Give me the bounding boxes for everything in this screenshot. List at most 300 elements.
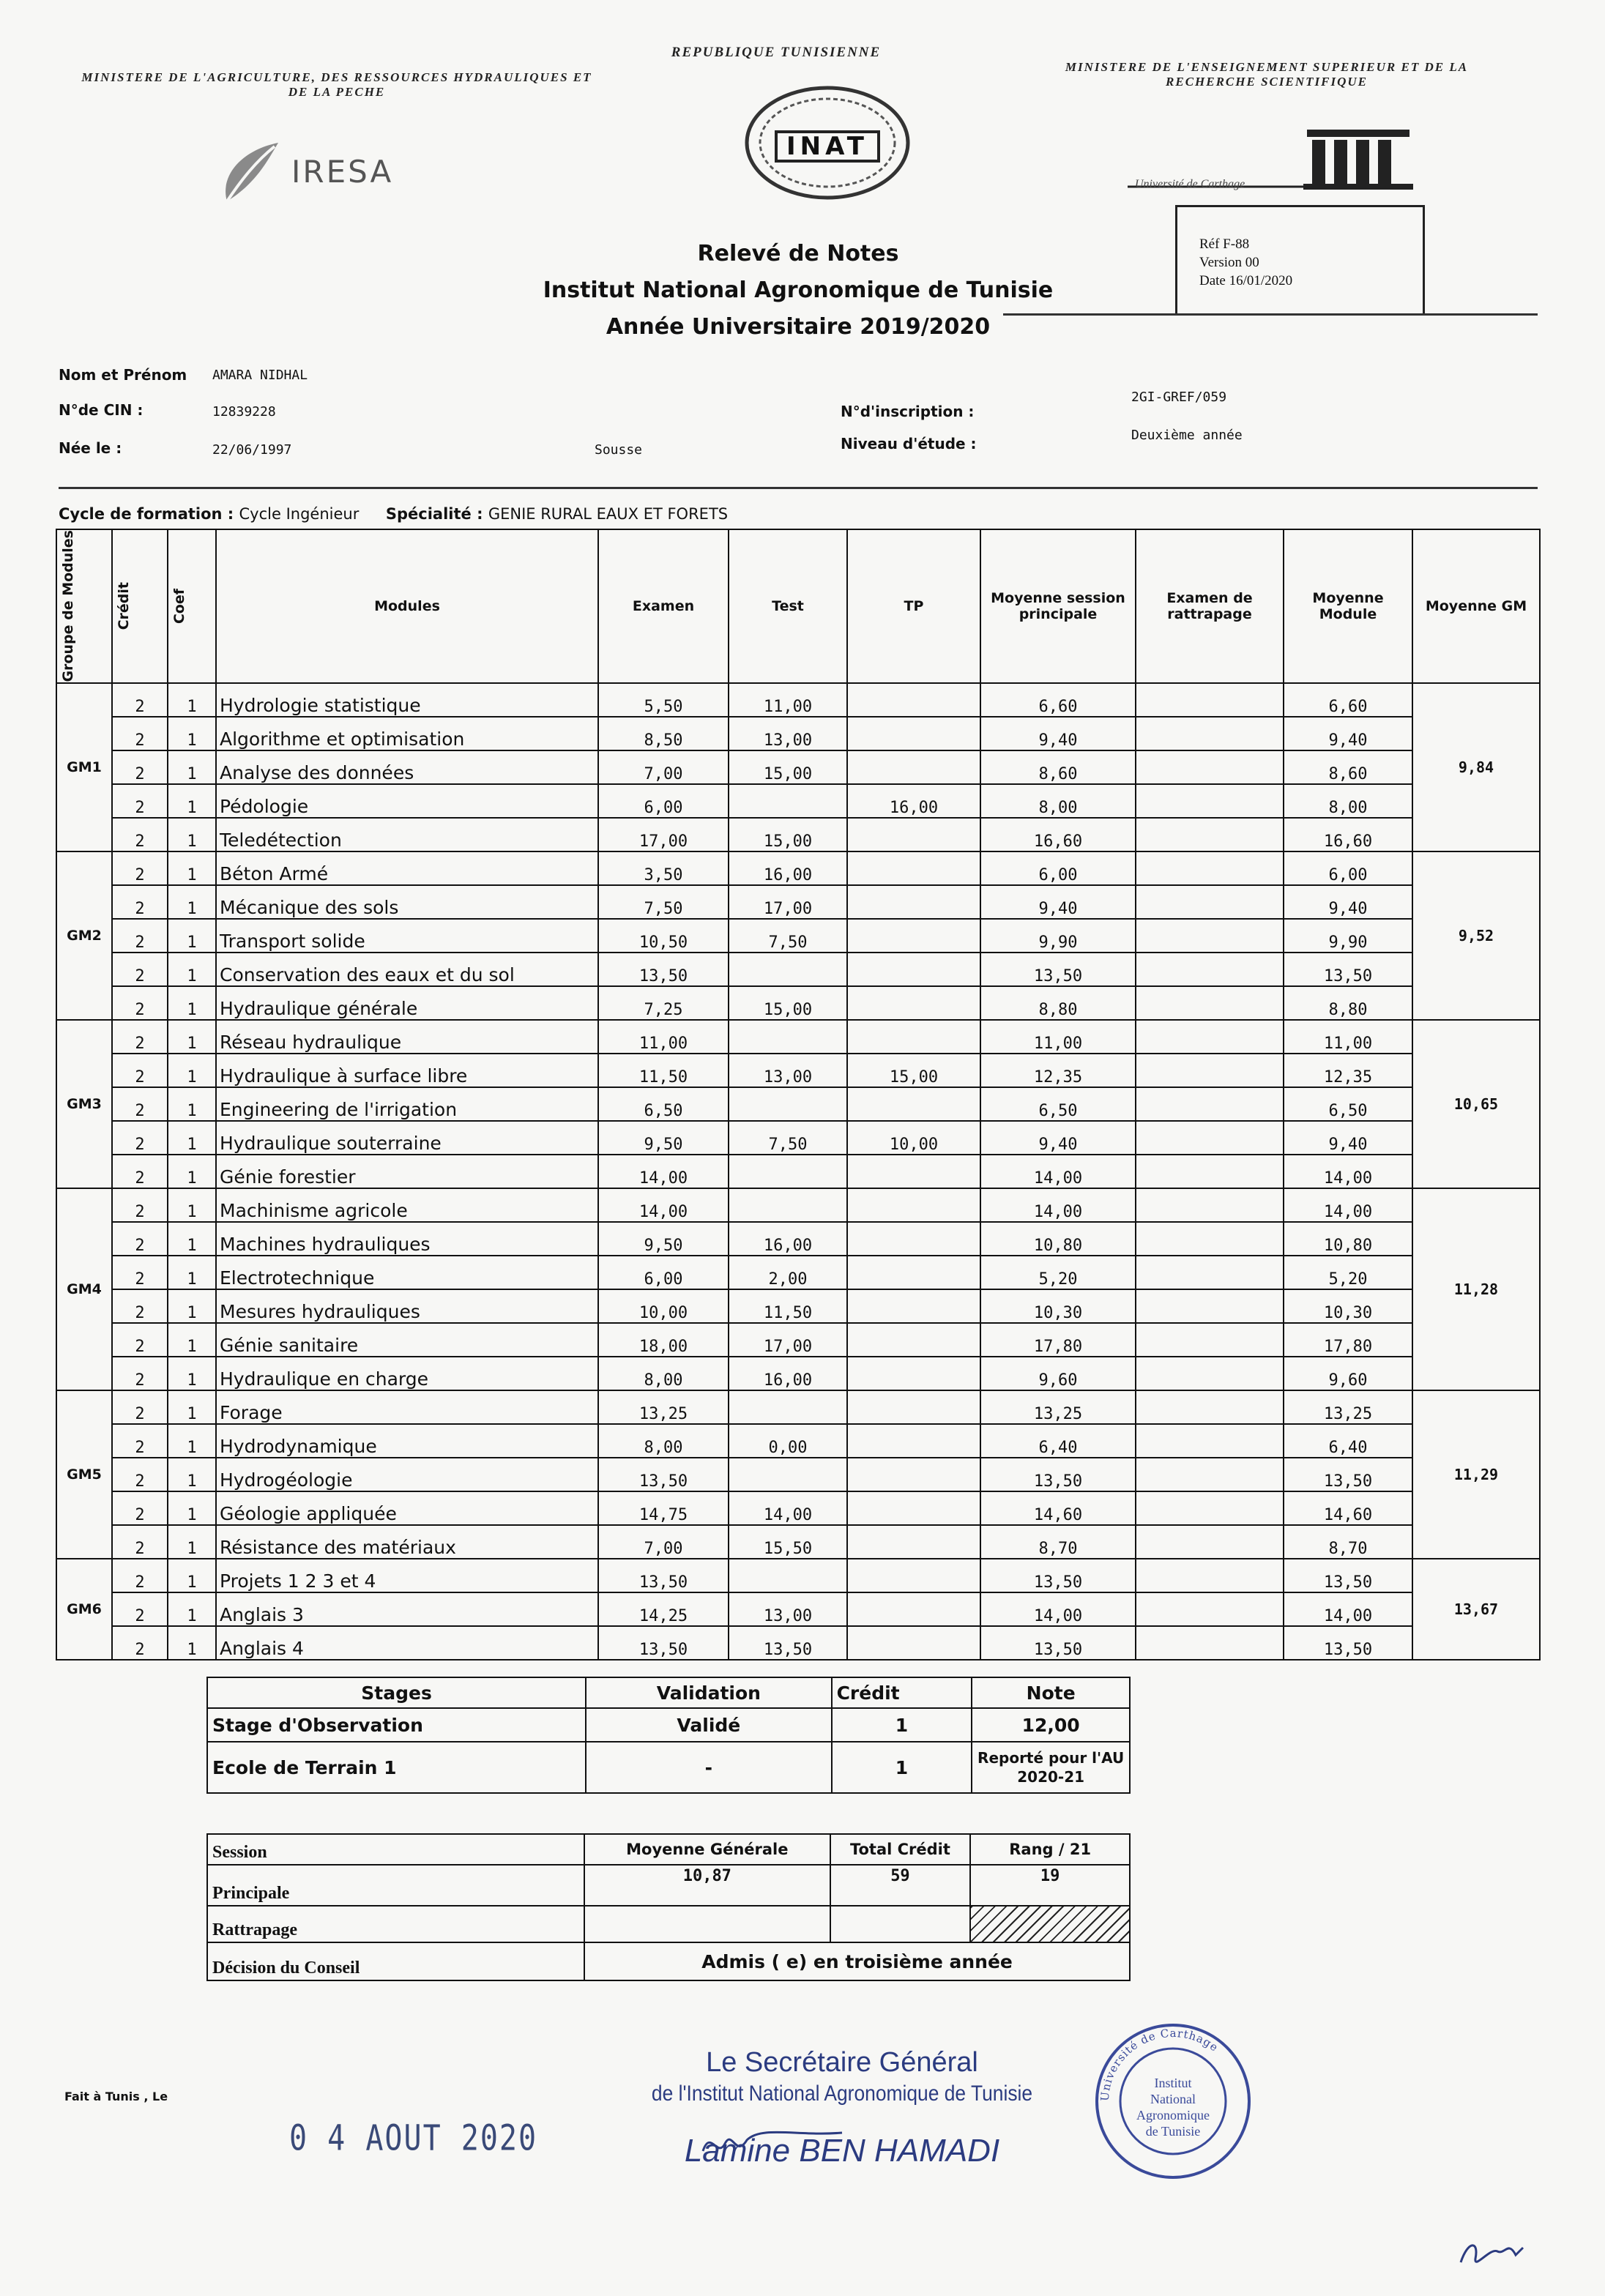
title-line3: Année Universitaire 2019/2020 xyxy=(606,314,991,340)
examen-cell: 18,00 xyxy=(598,1323,729,1357)
republic-text: REPUBLIQUE TUNISIENNE xyxy=(671,45,882,60)
credit-cell: 2 xyxy=(112,919,168,953)
tp-cell xyxy=(847,919,980,953)
module-name: Transport solide xyxy=(216,919,598,953)
moy-module-cell: 13,50 xyxy=(1284,1458,1412,1491)
credit-cell: 2 xyxy=(112,717,168,750)
student-name: AMARA NIDHAL xyxy=(212,368,308,383)
moy-session-cell: 16,60 xyxy=(980,818,1136,851)
test-cell xyxy=(729,784,847,818)
signature-scribble xyxy=(696,2122,857,2166)
table-row xyxy=(56,919,1540,953)
moy-session-cell: 13,50 xyxy=(980,1458,1136,1491)
tp-cell xyxy=(847,1424,980,1458)
born-place: Sousse xyxy=(595,442,643,458)
rattrapage-cell xyxy=(1136,683,1284,717)
credit-cell: 2 xyxy=(112,1559,168,1592)
tp-cell: 10,00 xyxy=(847,1121,980,1155)
examen-cell: 3,50 xyxy=(598,851,729,885)
examen-cell: 6,50 xyxy=(598,1087,729,1121)
stage-credit: 1 xyxy=(832,1708,972,1742)
module-name: Hydrogéologie xyxy=(216,1458,598,1491)
moy-module-cell: 14,00 xyxy=(1284,1155,1412,1188)
moy-session-cell: 9,40 xyxy=(980,1121,1136,1155)
module-name: Hydraulique à surface libre xyxy=(216,1054,598,1087)
moy-module-cell: 13,50 xyxy=(1284,1626,1412,1660)
level-value: Deuxième année xyxy=(1131,428,1243,443)
total-credit: 59 xyxy=(830,1865,971,1906)
table-row xyxy=(56,750,1540,784)
examen-cell: 14,75 xyxy=(598,1491,729,1525)
moy-gm-cell: 9,52 xyxy=(1412,851,1540,1020)
table-row xyxy=(56,1054,1540,1087)
examen-cell: 7,00 xyxy=(598,750,729,784)
moy-module-cell: 9,40 xyxy=(1284,885,1412,919)
test-cell: 17,00 xyxy=(729,1323,847,1357)
coef-cell: 1 xyxy=(168,1222,216,1256)
module-name: Anglais 3 xyxy=(216,1592,598,1626)
module-name: Hydraulique en charge xyxy=(216,1357,598,1390)
born-label: Née le : xyxy=(59,439,122,457)
rattrapage-cell xyxy=(1136,1525,1284,1559)
rattrapage-cell xyxy=(1136,1357,1284,1390)
decision-label: Décision du Conseil xyxy=(207,1942,584,1980)
credit-cell: 2 xyxy=(112,1390,168,1424)
rattrapage-cell xyxy=(1136,1087,1284,1121)
module-name: Béton Armé xyxy=(216,851,598,885)
tp-cell xyxy=(847,683,980,717)
tp-cell xyxy=(847,1188,980,1222)
coef-cell: 1 xyxy=(168,717,216,750)
test-cell: 16,00 xyxy=(729,851,847,885)
rattrapage-cell xyxy=(1136,750,1284,784)
rattrapage-cell xyxy=(1136,1256,1284,1289)
tp-cell: 15,00 xyxy=(847,1054,980,1087)
rattrapage-cell xyxy=(1136,919,1284,953)
iresa-logo xyxy=(212,139,454,205)
credit-cell: 2 xyxy=(112,784,168,818)
credit-cell: 2 xyxy=(112,1626,168,1660)
inat-label: INAT xyxy=(786,132,868,161)
table-row xyxy=(56,1256,1540,1289)
coef-cell: 1 xyxy=(168,919,216,953)
module-name: Hydrologie statistique xyxy=(216,683,598,717)
module-name: Electrotechnique xyxy=(216,1256,598,1289)
credit-cell: 2 xyxy=(112,1020,168,1054)
stages-header: Stages xyxy=(207,1677,586,1708)
tp-cell xyxy=(847,1626,980,1660)
moy-module-cell: 9,60 xyxy=(1284,1357,1412,1390)
moy-module-cell: 11,00 xyxy=(1284,1020,1412,1054)
credit-cell: 2 xyxy=(112,1222,168,1256)
group-name: GM5 xyxy=(56,1390,112,1559)
test-cell: 0,00 xyxy=(729,1424,847,1458)
moy-module-cell: 8,80 xyxy=(1284,986,1412,1020)
moy-module-cell: 14,00 xyxy=(1284,1592,1412,1626)
credit-cell: 2 xyxy=(112,1256,168,1289)
test-cell: 13,50 xyxy=(729,1626,847,1660)
coef-cell: 1 xyxy=(168,1424,216,1458)
grades-table xyxy=(56,529,1541,1660)
moy-session-cell: 13,25 xyxy=(980,1390,1136,1424)
info-divider xyxy=(59,487,1538,489)
spec-value: GENIE RURAL EAUX ET FORETS xyxy=(488,505,729,523)
table-row xyxy=(56,1592,1540,1626)
module-name: Hydraulique souterraine xyxy=(216,1121,598,1155)
moy-session-cell: 9,60 xyxy=(980,1357,1136,1390)
rattrapage-credit xyxy=(830,1906,971,1942)
cycle-line xyxy=(59,505,728,523)
rattrapage-cell xyxy=(1136,1458,1284,1491)
secretary-block xyxy=(615,2047,1069,2169)
cycle-label: Cycle de formation : xyxy=(59,505,234,523)
examen-cell: 13,50 xyxy=(598,1559,729,1592)
moy-gm-cell: 11,28 xyxy=(1412,1188,1540,1390)
stage-credit-header: Crédit xyxy=(832,1677,972,1708)
credit-cell: 2 xyxy=(112,683,168,717)
decision-text: Admis ( e) en troisième année xyxy=(584,1942,1130,1980)
examen-cell: 5,50 xyxy=(598,683,729,717)
table-row xyxy=(56,1323,1540,1357)
examen-cell: 9,50 xyxy=(598,1222,729,1256)
table-row xyxy=(56,1087,1540,1121)
header-moy-session: Moyenne session principale xyxy=(980,529,1136,683)
iresa-label: IRESA xyxy=(291,154,394,190)
tp-cell xyxy=(847,1087,980,1121)
tp-cell xyxy=(847,1323,980,1357)
moy-module-cell: 6,50 xyxy=(1284,1087,1412,1121)
name-label: Nom et Prénom xyxy=(59,366,187,384)
ref-date: Date 16/01/2020 xyxy=(1199,273,1293,288)
inscription-label: N°d'inscription : xyxy=(841,403,975,420)
examen-cell: 7,25 xyxy=(598,986,729,1020)
moy-gm-cell: 9,84 xyxy=(1412,683,1540,851)
test-cell: 13,00 xyxy=(729,717,847,750)
moy-module-cell: 6,40 xyxy=(1284,1424,1412,1458)
leaf-icon xyxy=(212,139,286,205)
date-stamp: 0 4 AOUT 2020 xyxy=(289,2118,538,2159)
examen-cell: 13,50 xyxy=(598,1626,729,1660)
test-cell: 2,00 xyxy=(729,1256,847,1289)
test-cell xyxy=(729,1458,847,1491)
cycle-value: Cycle Ingénieur xyxy=(239,505,360,523)
moy-module-cell: 9,90 xyxy=(1284,919,1412,953)
total-credit-header: Total Crédit xyxy=(830,1834,971,1865)
moy-module-cell: 10,30 xyxy=(1284,1289,1412,1323)
cin-label: N°de CIN : xyxy=(59,401,144,419)
examen-cell: 8,00 xyxy=(598,1357,729,1390)
module-name: Engineering de l'irrigation xyxy=(216,1087,598,1121)
module-name: Projets 1 2 3 et 4 xyxy=(216,1559,598,1592)
table-row xyxy=(56,818,1540,851)
moy-session-cell: 14,00 xyxy=(980,1592,1136,1626)
sg-institute: de l'Institut National Agronomique de Tunisie xyxy=(651,2081,1033,2106)
tp-cell xyxy=(847,1020,980,1054)
moy-session-cell: 8,80 xyxy=(980,986,1136,1020)
header-group: Groupe de Modules xyxy=(56,529,112,683)
credit-cell: 2 xyxy=(112,1087,168,1121)
stage-note: 12,00 xyxy=(972,1708,1130,1742)
tp-cell xyxy=(847,1491,980,1525)
credit-cell: 2 xyxy=(112,1289,168,1323)
table-row xyxy=(56,1188,1540,1222)
tp-cell xyxy=(847,1155,980,1188)
rattrapage-label: Rattrapage xyxy=(207,1906,584,1942)
initials-scribble xyxy=(1453,2226,1541,2277)
moy-module-cell: 9,40 xyxy=(1284,1121,1412,1155)
header-credit: Crédit xyxy=(112,529,168,683)
coef-cell: 1 xyxy=(168,683,216,717)
coef-cell: 1 xyxy=(168,818,216,851)
tp-cell xyxy=(847,1592,980,1626)
table-row xyxy=(56,885,1540,919)
tp-cell xyxy=(847,1525,980,1559)
examen-cell: 13,50 xyxy=(598,953,729,986)
test-cell xyxy=(729,1559,847,1592)
moy-module-cell: 8,70 xyxy=(1284,1525,1412,1559)
test-cell: 7,50 xyxy=(729,919,847,953)
tp-cell: 16,00 xyxy=(847,784,980,818)
moyenne-header: Moyenne Générale xyxy=(584,1834,830,1865)
rattrapage-cell xyxy=(1136,1592,1284,1626)
credit-cell: 2 xyxy=(112,953,168,986)
stage-validation: Validé xyxy=(586,1708,831,1742)
session-header: Session xyxy=(207,1834,584,1865)
test-cell: 15,00 xyxy=(729,986,847,1020)
table-row xyxy=(56,1121,1540,1155)
moy-session-cell: 14,60 xyxy=(980,1491,1136,1525)
moy-session-cell: 8,70 xyxy=(980,1525,1136,1559)
module-name: Machinisme agricole xyxy=(216,1188,598,1222)
rattrapage-cell xyxy=(1136,986,1284,1020)
credit-cell: 2 xyxy=(112,1458,168,1491)
moy-gm-cell: 13,67 xyxy=(1412,1559,1540,1660)
credit-cell: 2 xyxy=(112,750,168,784)
moy-session-cell: 6,50 xyxy=(980,1087,1136,1121)
rattrapage-cell xyxy=(1136,1020,1284,1054)
module-name: Algorithme et optimisation xyxy=(216,717,598,750)
header-examen: Examen xyxy=(598,529,729,683)
module-name: Hydraulique générale xyxy=(216,986,598,1020)
coef-cell: 1 xyxy=(168,1390,216,1424)
rattrapage-cell xyxy=(1136,885,1284,919)
rattrapage-cell xyxy=(1136,1626,1284,1660)
header-moy-gm: Moyenne GM xyxy=(1412,529,1540,683)
coef-cell: 1 xyxy=(168,784,216,818)
module-name: Mécanique des sols xyxy=(216,885,598,919)
coef-cell: 1 xyxy=(168,1188,216,1222)
coef-cell: 1 xyxy=(168,885,216,919)
rattrapage-cell xyxy=(1136,1155,1284,1188)
ref-box xyxy=(1175,205,1425,316)
coef-cell: 1 xyxy=(168,1458,216,1491)
moy-module-cell: 5,20 xyxy=(1284,1256,1412,1289)
moy-session-cell: 8,60 xyxy=(980,750,1136,784)
stage-note: Reporté pour l'AU 2020-21 xyxy=(972,1742,1130,1793)
sg-title: Le Secrétaire Général xyxy=(706,2047,978,2078)
examen-cell: 14,00 xyxy=(598,1155,729,1188)
module-name: Anglais 4 xyxy=(216,1626,598,1660)
header-divider xyxy=(1003,313,1538,316)
moy-session-cell: 14,00 xyxy=(980,1155,1136,1188)
table-row xyxy=(56,717,1540,750)
header-tp: TP xyxy=(847,529,980,683)
tp-cell xyxy=(847,851,980,885)
note-header: Note xyxy=(972,1677,1130,1708)
tp-cell xyxy=(847,1222,980,1256)
examen-cell: 11,00 xyxy=(598,1020,729,1054)
moy-module-cell: 13,50 xyxy=(1284,953,1412,986)
institute-seal xyxy=(1092,2021,1254,2182)
right-ministry-text: MINISTERE DE L'ENSEIGNEMENT SUPERIEUR ET DE LA RECHERCHE SCIENTIFIQUE xyxy=(1065,60,1469,89)
moy-session-cell: 14,00 xyxy=(980,1188,1136,1222)
coef-cell: 1 xyxy=(168,750,216,784)
group-name: GM4 xyxy=(56,1188,112,1390)
left-ministry-text: MINISTERE DE L'AGRICULTURE, DES RESSOURCES HYDRAULIQUES ET DE LA PECHE xyxy=(81,70,592,99)
rattrapage-cell xyxy=(1136,851,1284,885)
credit-cell: 2 xyxy=(112,1155,168,1188)
test-cell xyxy=(729,1390,847,1424)
session-principale-row xyxy=(207,1865,1130,1906)
table-row xyxy=(56,953,1540,986)
group-name: GM3 xyxy=(56,1020,112,1188)
tp-cell xyxy=(847,1458,980,1491)
moy-module-cell: 14,00 xyxy=(1284,1188,1412,1222)
stage-credit: 1 xyxy=(832,1742,972,1793)
session-table xyxy=(206,1833,1131,1981)
module-name: Géologie appliquée xyxy=(216,1491,598,1525)
rattrapage-cell xyxy=(1136,1323,1284,1357)
rattrapage-cell xyxy=(1136,1491,1284,1525)
coef-cell: 1 xyxy=(168,1323,216,1357)
principale-label: Principale xyxy=(207,1865,584,1906)
rattrapage-cell xyxy=(1136,1121,1284,1155)
examen-cell: 10,50 xyxy=(598,919,729,953)
test-cell: 15,00 xyxy=(729,750,847,784)
tp-cell xyxy=(847,1390,980,1424)
moy-session-cell: 13,50 xyxy=(980,1626,1136,1660)
session-rattrapage-row xyxy=(207,1906,1130,1942)
credit-cell: 2 xyxy=(112,1357,168,1390)
test-cell: 15,00 xyxy=(729,818,847,851)
table-row xyxy=(56,851,1540,885)
table-row xyxy=(56,1626,1540,1660)
credit-cell: 2 xyxy=(112,1121,168,1155)
stage-name: Ecole de Terrain 1 xyxy=(207,1742,586,1793)
moy-module-cell: 13,25 xyxy=(1284,1390,1412,1424)
moy-module-cell: 6,00 xyxy=(1284,851,1412,885)
moy-module-cell: 10,80 xyxy=(1284,1222,1412,1256)
coef-cell: 1 xyxy=(168,1054,216,1087)
module-name: Génie sanitaire xyxy=(216,1323,598,1357)
test-cell: 11,00 xyxy=(729,683,847,717)
title-line1: Relevé de Notes xyxy=(697,241,899,266)
examen-cell: 7,00 xyxy=(598,1525,729,1559)
carthage-label: Université de Carthage xyxy=(1135,178,1245,190)
coef-cell: 1 xyxy=(168,1256,216,1289)
moy-session-cell: 5,20 xyxy=(980,1256,1136,1289)
cin-value: 12839228 xyxy=(212,404,276,420)
table-row xyxy=(56,1458,1540,1491)
moy-session-cell: 9,90 xyxy=(980,919,1136,953)
test-cell: 13,00 xyxy=(729,1592,847,1626)
header-test: Test xyxy=(729,529,847,683)
validation-header: Validation xyxy=(586,1677,831,1708)
credit-cell: 2 xyxy=(112,818,168,851)
moy-session-cell: 10,30 xyxy=(980,1289,1136,1323)
examen-cell: 11,50 xyxy=(598,1054,729,1087)
tp-cell xyxy=(847,717,980,750)
module-name: Résistance des matériaux xyxy=(216,1525,598,1559)
test-cell: 7,50 xyxy=(729,1121,847,1155)
examen-cell: 6,00 xyxy=(598,1256,729,1289)
examen-cell: 13,50 xyxy=(598,1458,729,1491)
moy-module-cell: 16,60 xyxy=(1284,818,1412,851)
moy-module-cell: 17,80 xyxy=(1284,1323,1412,1357)
credit-cell: 2 xyxy=(112,1054,168,1087)
rang: 19 xyxy=(970,1865,1130,1906)
spec-label: Spécialité : xyxy=(385,505,483,523)
rattrapage-cell xyxy=(1136,1424,1284,1458)
credit-cell: 2 xyxy=(112,1323,168,1357)
rattrapage-cell xyxy=(1136,784,1284,818)
tp-cell xyxy=(847,885,980,919)
table-row xyxy=(56,1020,1540,1054)
rattrapage-moyenne xyxy=(584,1906,830,1942)
ref-version: Version 00 xyxy=(1199,255,1259,270)
header-modules: Modules xyxy=(216,529,598,683)
group-name: GM1 xyxy=(56,683,112,851)
credit-cell: 2 xyxy=(112,1424,168,1458)
moy-gm-cell: 10,65 xyxy=(1412,1020,1540,1188)
table-row xyxy=(56,1525,1540,1559)
moy-module-cell: 14,60 xyxy=(1284,1491,1412,1525)
examen-cell: 10,00 xyxy=(598,1289,729,1323)
examen-cell: 14,25 xyxy=(598,1592,729,1626)
table-row xyxy=(56,1491,1540,1525)
stages-table xyxy=(206,1677,1131,1794)
test-cell xyxy=(729,1087,847,1121)
table-row xyxy=(56,683,1540,717)
test-cell: 11,50 xyxy=(729,1289,847,1323)
test-cell: 16,00 xyxy=(729,1357,847,1390)
examen-cell: 7,50 xyxy=(598,885,729,919)
table-row xyxy=(56,1289,1540,1323)
moy-module-cell: 9,40 xyxy=(1284,717,1412,750)
tp-cell xyxy=(847,1357,980,1390)
inat-logo xyxy=(740,81,915,205)
examen-cell: 6,00 xyxy=(598,784,729,818)
moy-session-cell: 6,00 xyxy=(980,851,1136,885)
module-name: Génie forestier xyxy=(216,1155,598,1188)
seal-text: Institut National Agronomique de Tunisie xyxy=(1136,2076,1210,2139)
moy-module-cell: 12,35 xyxy=(1284,1054,1412,1087)
rattrapage-cell xyxy=(1136,953,1284,986)
header-coef: Coef xyxy=(168,529,216,683)
moy-module-cell: 6,60 xyxy=(1284,683,1412,717)
examen-cell: 17,00 xyxy=(598,818,729,851)
rattrapage-cell xyxy=(1136,1559,1284,1592)
tp-cell xyxy=(847,1256,980,1289)
credit-cell: 2 xyxy=(112,1188,168,1222)
title-line2: Institut National Agronomique de Tunisie xyxy=(543,277,1054,303)
rattrapage-cell xyxy=(1136,1054,1284,1087)
table-row xyxy=(56,1222,1540,1256)
table-row xyxy=(56,1155,1540,1188)
credit-cell: 2 xyxy=(112,851,168,885)
coef-cell: 1 xyxy=(168,851,216,885)
tp-cell xyxy=(847,750,980,784)
